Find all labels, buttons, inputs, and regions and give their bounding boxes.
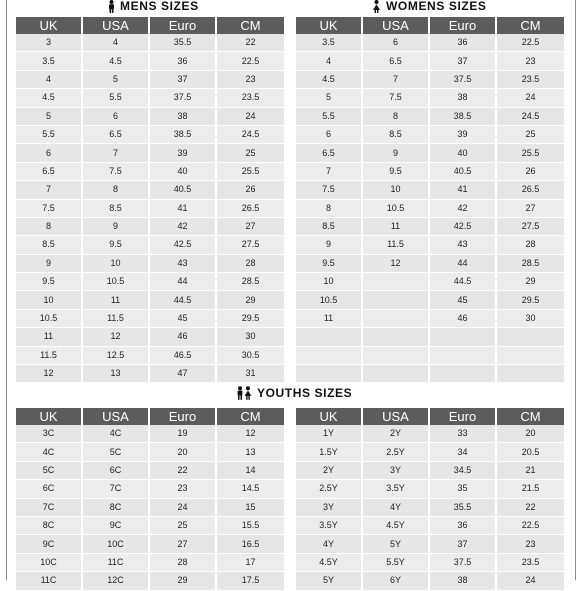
table-cell-cm: 20 <box>497 425 564 443</box>
table-cell-euro: 37 <box>430 52 497 70</box>
table-cell-cm: 24 <box>497 89 564 107</box>
table-cell-usa: 7.5 <box>363 89 430 107</box>
table-cell-usa: 6.5 <box>363 52 430 70</box>
table-cell-uk: 4 <box>296 52 363 70</box>
table-cell-uk: 8C <box>16 517 83 535</box>
table-cell-uk: 7C <box>16 499 83 517</box>
table-cell-usa: 11.5 <box>363 236 430 254</box>
table-cell-cm: 27 <box>217 218 284 236</box>
table-cell-cm: 24 <box>497 572 564 590</box>
table-cell-usa: 5 <box>83 71 150 89</box>
table-cell-euro: 37.5 <box>150 89 217 107</box>
youths-youth-size-table <box>296 408 564 591</box>
table-cell-cm: 25.5 <box>497 144 564 162</box>
table-cell-euro: 27 <box>150 535 217 553</box>
table-cell-euro: 29 <box>150 572 217 590</box>
table-cell-euro: 40 <box>430 144 497 162</box>
table-cell-usa: 13 <box>83 365 150 383</box>
table-cell-usa: 12C <box>83 572 150 590</box>
column-header-usa: USA <box>83 408 150 425</box>
table-cell-uk: 3Y <box>296 499 363 517</box>
table-cell-uk: 3.5Y <box>296 517 363 535</box>
table-cell-euro: 42.5 <box>430 218 497 236</box>
table-cell-uk: 5 <box>296 89 363 107</box>
table-cell-usa: 6Y <box>363 572 430 590</box>
column-header-cm: CM <box>497 408 564 425</box>
table-cell-euro: 37.5 <box>430 554 497 572</box>
table-cell-euro: 46.5 <box>150 347 217 365</box>
table-cell-euro: 19 <box>150 425 217 443</box>
table-cell-uk: 11C <box>16 572 83 590</box>
table-cell-euro: 45 <box>430 291 497 309</box>
table-cell-usa: 10.5 <box>363 200 430 218</box>
column-header-euro: Euro <box>150 17 217 34</box>
table-row <box>16 425 284 443</box>
table-cell-uk: 10.5 <box>16 310 83 328</box>
table-cell-euro: 38.5 <box>150 126 217 144</box>
table-cell-cm: 28.5 <box>217 273 284 291</box>
womens-title-text: WOMENS SIZES <box>386 0 487 13</box>
table-cell-cm: 29.5 <box>217 310 284 328</box>
table-row <box>16 480 284 498</box>
table-cell-uk: 1Y <box>296 425 363 443</box>
table-cell-cm: 31 <box>217 365 284 383</box>
table-cell-euro: 40.5 <box>430 163 497 181</box>
table-cell-cm: 22.5 <box>217 52 284 70</box>
table-cell-euro: 42 <box>150 218 217 236</box>
table-cell-uk: 5.5 <box>296 108 363 126</box>
table-cell-cm: 21.5 <box>497 480 564 498</box>
table-cell-cm: 14.5 <box>217 480 284 498</box>
table-cell-cm: 30 <box>497 310 564 328</box>
table-cell-usa: 4.5 <box>83 52 150 70</box>
table-cell-usa: 2Y <box>363 425 430 443</box>
table-cell-usa: 4.5Y <box>363 517 430 535</box>
table-cell-euro: 38 <box>150 108 217 126</box>
table-cell-cm: 28.5 <box>497 255 564 273</box>
table-cell-usa: 7 <box>363 71 430 89</box>
table-row <box>16 499 284 517</box>
table-row <box>16 535 284 553</box>
table-cell-uk: 9.5 <box>16 273 83 291</box>
table-cell-uk: 8.5 <box>16 236 83 254</box>
table-cell-uk: 9C <box>16 535 83 553</box>
table-cell-usa: 3Y <box>363 462 430 480</box>
table-cell-uk: 3 <box>16 34 83 52</box>
table-cell-cm: 17 <box>217 554 284 572</box>
table-cell-euro: 38.5 <box>430 108 497 126</box>
column-header-euro: Euro <box>430 408 497 425</box>
table-cell-cm: 26 <box>497 163 564 181</box>
table-cell-euro: 45 <box>150 310 217 328</box>
table-cell-cm: 22 <box>217 34 284 52</box>
table-cell-usa: 10C <box>83 535 150 553</box>
table-cell-usa: 7C <box>83 480 150 498</box>
table-cell-usa: 10 <box>363 181 430 199</box>
table-cell-euro: 37 <box>430 535 497 553</box>
table-row <box>296 535 564 553</box>
table-cell-euro: 34.5 <box>430 462 497 480</box>
mens-title-text: MENS SIZES <box>120 0 199 13</box>
table-row <box>16 462 284 480</box>
table-cell-euro: 28 <box>150 554 217 572</box>
table-cell-uk: 2.5Y <box>296 480 363 498</box>
table-cell-euro: 44.5 <box>150 291 217 309</box>
table-cell-usa: 11.5 <box>83 310 150 328</box>
table-cell-euro: 38 <box>430 572 497 590</box>
table-cell-euro: 37 <box>150 71 217 89</box>
table-cell-usa: 12.5 <box>83 347 150 365</box>
column-header-usa: USA <box>363 17 430 34</box>
table-cell-usa: 5C <box>83 443 150 461</box>
table-cell-euro: 20 <box>150 443 217 461</box>
table-cell-usa: 5.5 <box>83 89 150 107</box>
table-cell-cm: 25 <box>217 144 284 162</box>
table-row <box>296 480 564 498</box>
table-cell-uk: 3C <box>16 425 83 443</box>
column-header-uk: UK <box>296 408 363 425</box>
table-cell-usa: 12 <box>83 328 150 346</box>
table-cell-euro: 46 <box>150 328 217 346</box>
table-row <box>16 572 284 590</box>
table-cell-euro: 42.5 <box>150 236 217 254</box>
table-row <box>16 517 284 535</box>
table-row <box>296 425 564 443</box>
table-cell-cm: 14 <box>217 462 284 480</box>
table-cell-euro: 41 <box>150 200 217 218</box>
table-cell-euro: 44 <box>430 255 497 273</box>
table-cell-usa: 8.5 <box>363 126 430 144</box>
table-cell-cm: 25.5 <box>217 163 284 181</box>
table-cell-usa: 10.5 <box>83 273 150 291</box>
table-cell-cm: 15 <box>217 499 284 517</box>
table-cell-uk: 4.5 <box>16 89 83 107</box>
table-cell-uk: 6C <box>16 480 83 498</box>
table-cell-cm: 22.5 <box>497 517 564 535</box>
table-cell-usa: 9.5 <box>363 163 430 181</box>
table-cell-uk: 7 <box>16 181 83 199</box>
column-header-uk: UK <box>16 17 83 34</box>
table-cell-cm: 25 <box>497 126 564 144</box>
table-cell-uk: 9 <box>16 255 83 273</box>
table-cell-cm: 30.5 <box>217 347 284 365</box>
table-cell-cm: 17.5 <box>217 572 284 590</box>
table-cell-cm: 21 <box>497 462 564 480</box>
table-cell-cm: 23.5 <box>497 554 564 572</box>
table-cell-cm: 29 <box>497 273 564 291</box>
table-cell-cm: 24 <box>217 108 284 126</box>
table-cell-uk: 4.5Y <box>296 554 363 572</box>
table-cell-uk: 5C <box>16 462 83 480</box>
table-cell-uk: 4Y <box>296 535 363 553</box>
table-cell-uk: 6 <box>16 144 83 162</box>
column-header-uk: UK <box>16 408 83 425</box>
table-cell-usa: 6C <box>83 462 150 480</box>
table-cell-usa: 8 <box>83 181 150 199</box>
youths-title-text: YOUTHS SIZES <box>257 386 353 400</box>
table-cell-uk: 8 <box>16 218 83 236</box>
youths-child-size-table <box>16 408 284 591</box>
table-cell-uk: 11 <box>16 328 83 346</box>
table-cell-euro: 42 <box>430 200 497 218</box>
table-cell-usa: 9C <box>83 517 150 535</box>
table-cell-euro: 35 <box>430 480 497 498</box>
table-cell-uk: 4 <box>16 71 83 89</box>
table-row <box>296 443 564 461</box>
column-header-uk: UK <box>296 17 363 34</box>
table-cell-usa: 8.5 <box>83 200 150 218</box>
table-cell-usa: 9.5 <box>83 236 150 254</box>
table-cell-cm: 27 <box>497 200 564 218</box>
column-header-cm: CM <box>497 17 564 34</box>
table-cell-cm: 29.5 <box>497 291 564 309</box>
table-cell-cm: 23.5 <box>217 89 284 107</box>
table-header-row <box>16 408 284 425</box>
table-header-row <box>296 408 564 425</box>
table-cell-euro: 23 <box>150 480 217 498</box>
table-cell-usa: 10 <box>83 255 150 273</box>
table-cell-uk: 10C <box>16 554 83 572</box>
table-cell-uk: 6.5 <box>16 163 83 181</box>
table-row <box>296 499 564 517</box>
table-cell-euro: 47 <box>150 365 217 383</box>
table-cell-uk: 3.5 <box>16 52 83 70</box>
table-cell-usa: 3.5Y <box>363 480 430 498</box>
table-cell-cm: 23 <box>497 535 564 553</box>
table-cell-uk: 1.5Y <box>296 443 363 461</box>
table-cell-uk: 8.5 <box>296 218 363 236</box>
table-cell-usa: 11 <box>83 291 150 309</box>
table-cell-euro: 35.5 <box>150 34 217 52</box>
table-cell-cm: 27.5 <box>217 236 284 254</box>
table-cell-euro: 33 <box>430 425 497 443</box>
table-cell-uk: 5Y <box>296 572 363 590</box>
table-row <box>296 462 564 480</box>
table-cell-euro: 38 <box>430 89 497 107</box>
table-cell-cm: 23 <box>497 52 564 70</box>
table-cell-usa: 11C <box>83 554 150 572</box>
table-cell-uk: 10 <box>16 291 83 309</box>
table-cell-cm: 24.5 <box>497 108 564 126</box>
table-cell-cm: 20.5 <box>497 443 564 461</box>
table-cell-cm: 12 <box>217 425 284 443</box>
table-cell-euro: 40.5 <box>150 181 217 199</box>
table-cell-euro: 40 <box>150 163 217 181</box>
table-row <box>296 572 564 590</box>
table-cell-uk: 7.5 <box>296 181 363 199</box>
column-header-usa: USA <box>363 408 430 425</box>
table-cell-euro: 43 <box>430 236 497 254</box>
table-cell-cm: 15.5 <box>217 517 284 535</box>
table-cell-cm: 23 <box>217 71 284 89</box>
table-cell-uk: 7 <box>296 163 363 181</box>
table-cell-usa: 8 <box>363 108 430 126</box>
table-cell-cm: 26.5 <box>217 200 284 218</box>
table-cell-usa: 9 <box>83 218 150 236</box>
table-cell-cm: 29 <box>217 291 284 309</box>
table-cell-usa: 7 <box>83 144 150 162</box>
table-cell-usa: 9 <box>363 144 430 162</box>
table-cell-euro: 41 <box>430 181 497 199</box>
table-cell-usa: 6 <box>363 34 430 52</box>
column-header-euro: Euro <box>430 17 497 34</box>
table-cell-uk: 11 <box>296 310 363 328</box>
table-cell-cm: 23.5 <box>497 71 564 89</box>
table-cell-uk: 7.5 <box>16 200 83 218</box>
table-cell-uk: 10 <box>296 273 363 291</box>
table-row <box>296 554 564 572</box>
table-cell-uk: 12 <box>16 365 83 383</box>
table-row <box>16 443 284 461</box>
table-cell-uk: 5 <box>16 108 83 126</box>
table-cell-uk: 8 <box>296 200 363 218</box>
table-cell-euro: 46 <box>430 310 497 328</box>
table-cell-euro: 25 <box>150 517 217 535</box>
table-cell-cm: 28 <box>497 236 564 254</box>
table-cell-cm: 13 <box>217 443 284 461</box>
table-cell-cm: 27.5 <box>497 218 564 236</box>
table-cell-euro: 39 <box>430 126 497 144</box>
table-cell-euro: 39 <box>150 144 217 162</box>
table-cell-euro: 36 <box>430 517 497 535</box>
table-cell-euro: 35.5 <box>430 499 497 517</box>
column-header-usa: USA <box>83 17 150 34</box>
table-cell-uk: 6 <box>296 126 363 144</box>
table-cell-cm: 26 <box>217 181 284 199</box>
table-cell-cm: 26.5 <box>497 181 564 199</box>
table-cell-uk: 9 <box>296 236 363 254</box>
table-cell-usa: 11 <box>363 218 430 236</box>
table-cell-euro: 22 <box>150 462 217 480</box>
table-cell-euro: 36 <box>430 34 497 52</box>
table-cell-euro: 36 <box>150 52 217 70</box>
table-cell-euro: 44 <box>150 273 217 291</box>
table-cell-uk: 2Y <box>296 462 363 480</box>
table-cell-uk: 10.5 <box>296 291 363 309</box>
table-cell-usa: 5.5Y <box>363 554 430 572</box>
table-cell-cm: 22.5 <box>497 34 564 52</box>
table-cell-uk: 4.5 <box>296 71 363 89</box>
column-header-cm: CM <box>217 408 284 425</box>
table-cell-usa: 2.5Y <box>363 443 430 461</box>
table-cell-uk: 11.5 <box>16 347 83 365</box>
table-row <box>16 554 284 572</box>
table-cell-euro: 43 <box>150 255 217 273</box>
table-cell-usa: 4C <box>83 425 150 443</box>
table-cell-usa: 5Y <box>363 535 430 553</box>
table-cell-usa: 6 <box>83 108 150 126</box>
table-cell-euro: 44.5 <box>430 273 497 291</box>
table-cell-uk: 3.5 <box>296 34 363 52</box>
table-cell-cm: 22 <box>497 499 564 517</box>
table-cell-uk: 6.5 <box>296 144 363 162</box>
table-cell-euro: 37.5 <box>430 71 497 89</box>
table-cell-cm: 28 <box>217 255 284 273</box>
table-cell-usa: 7.5 <box>83 163 150 181</box>
table-cell-usa: 6.5 <box>83 126 150 144</box>
table-cell-uk: 5.5 <box>16 126 83 144</box>
table-cell-uk: 9.5 <box>296 255 363 273</box>
table-cell-usa: 8C <box>83 499 150 517</box>
table-cell-usa: 4Y <box>363 499 430 517</box>
table-cell-cm: 16.5 <box>217 535 284 553</box>
table-cell-uk: 4C <box>16 443 83 461</box>
table-cell-euro: 34 <box>430 443 497 461</box>
table-cell-usa: 12 <box>363 255 430 273</box>
table-cell-usa: 4 <box>83 34 150 52</box>
table-cell-euro: 24 <box>150 499 217 517</box>
table-cell-cm: 24.5 <box>217 126 284 144</box>
column-header-euro: Euro <box>150 408 217 425</box>
column-header-cm: CM <box>217 17 284 34</box>
table-cell-cm: 30 <box>217 328 284 346</box>
table-row <box>296 517 564 535</box>
